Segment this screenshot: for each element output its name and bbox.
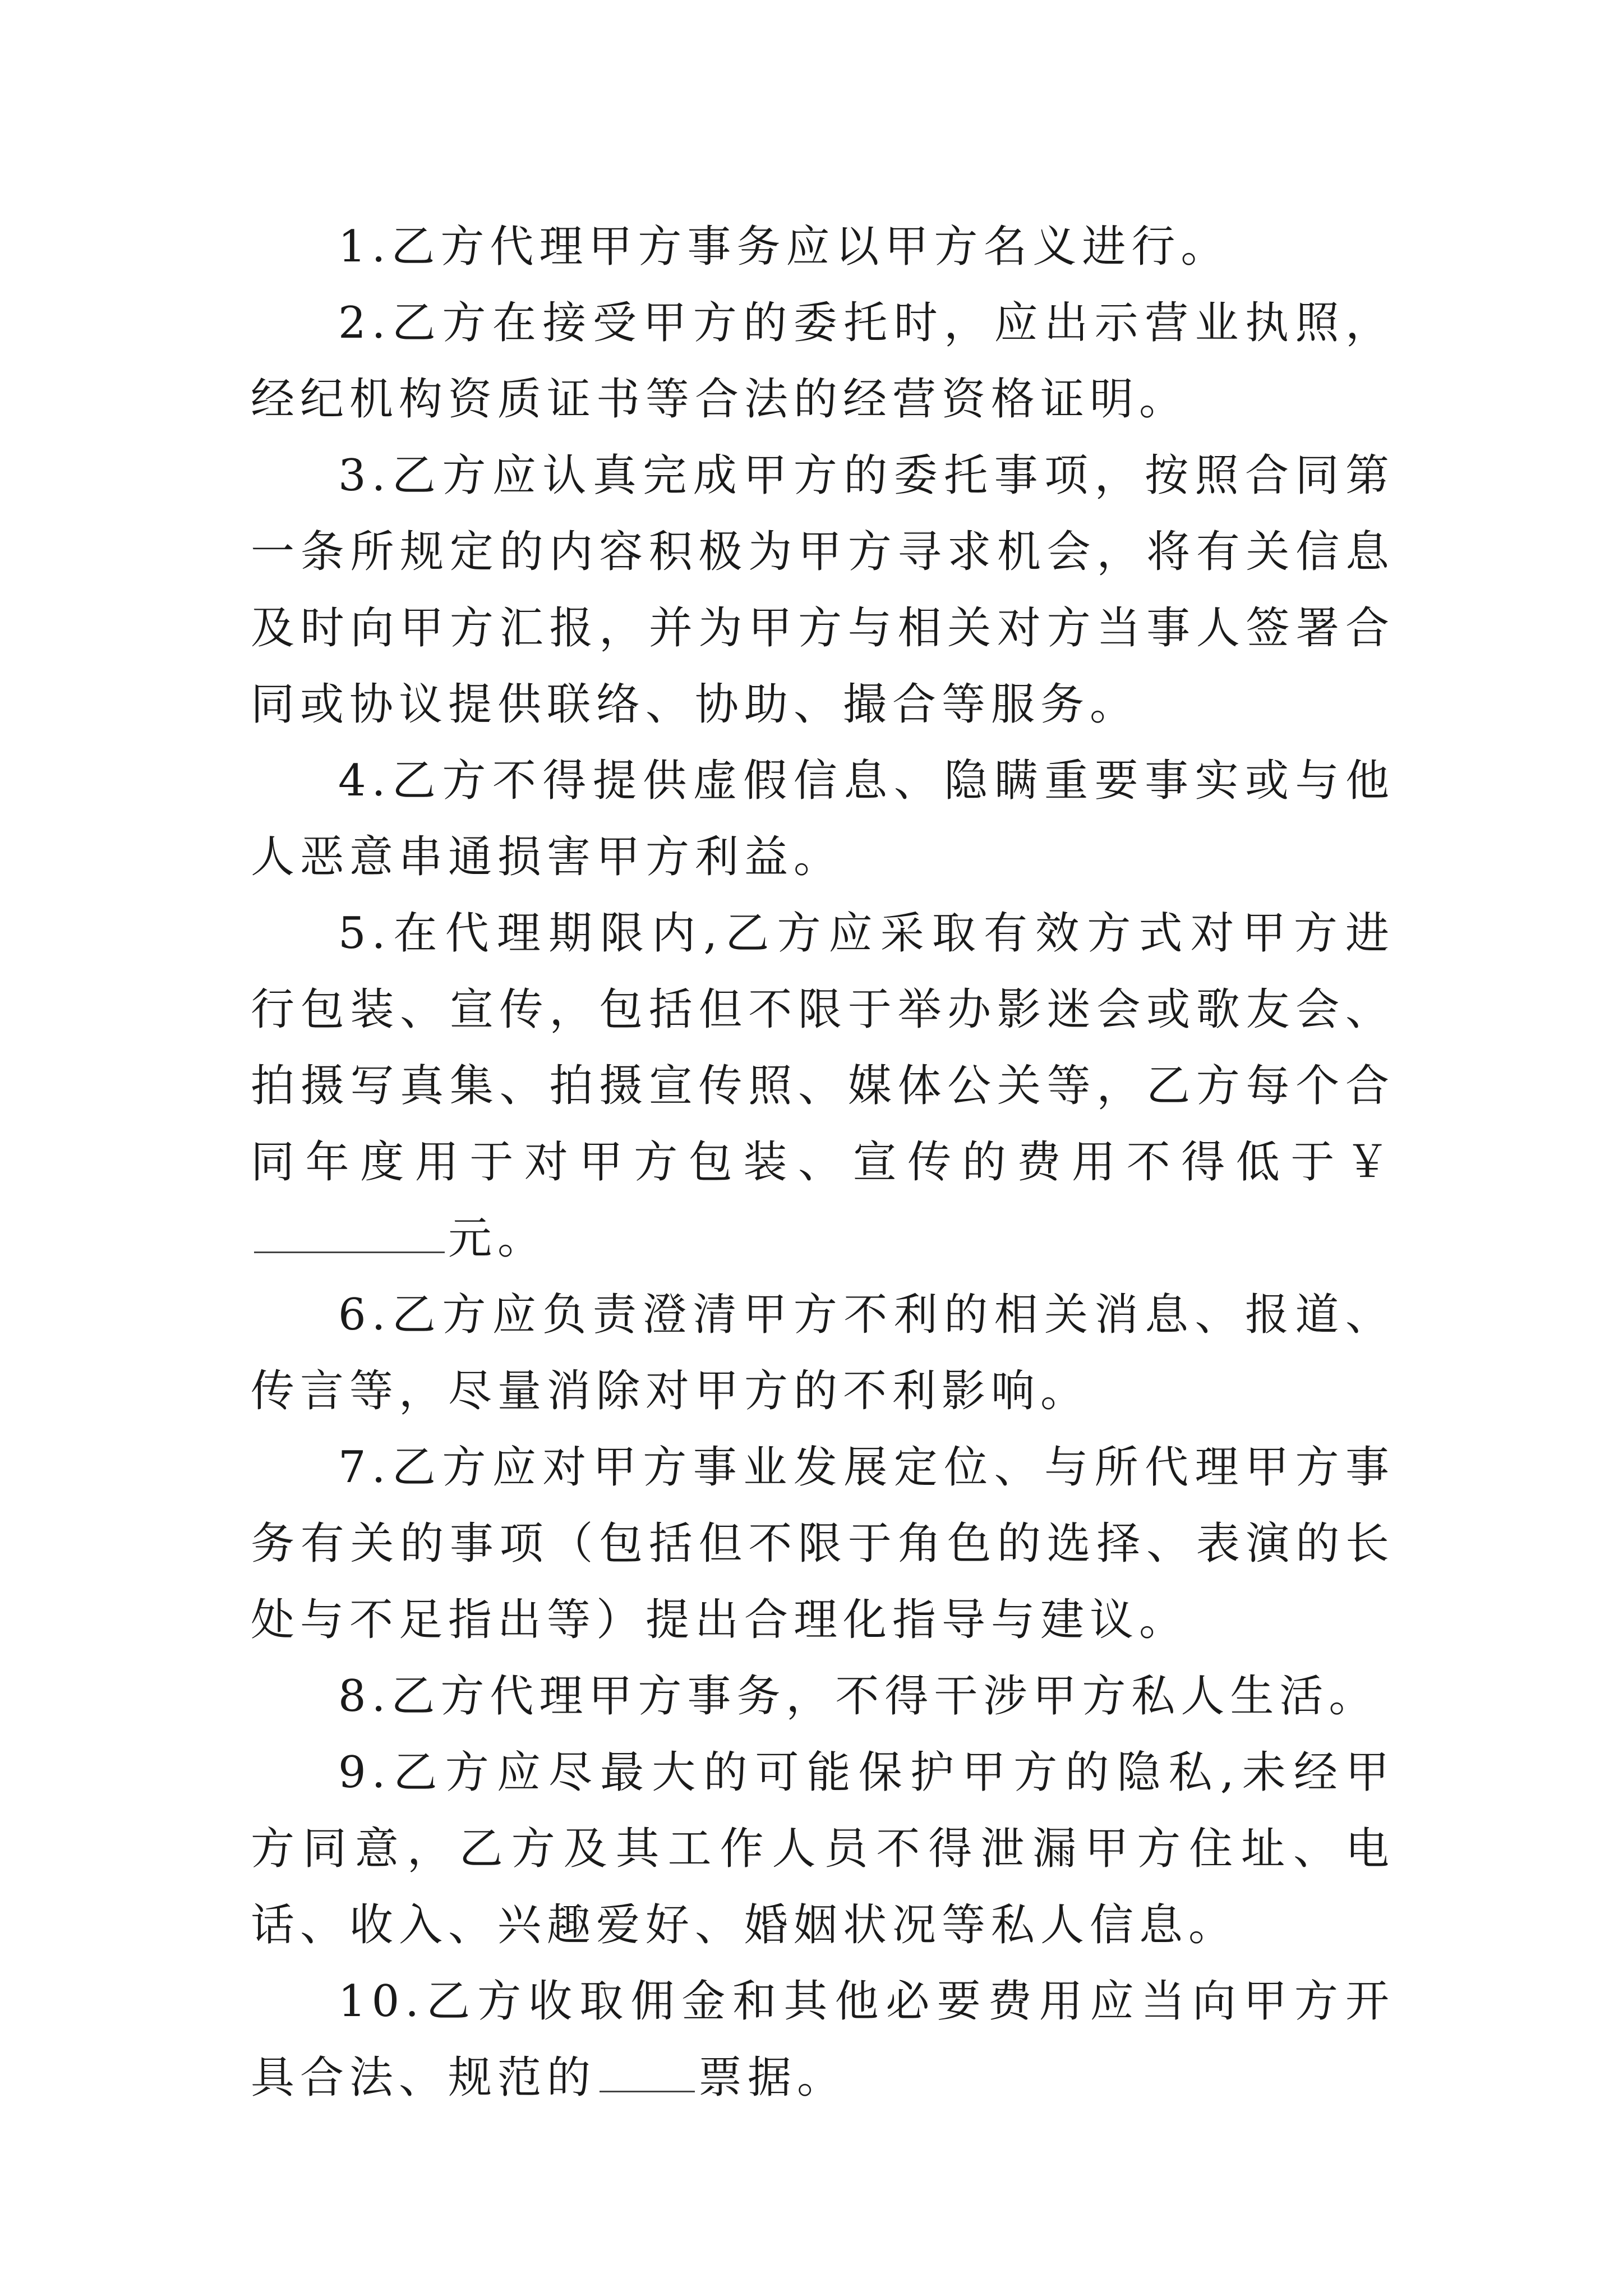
clause-10-ending: 票据。 — [698, 2053, 847, 2103]
clause-5-ending: 元。 — [448, 1213, 547, 1264]
clause-5 — [251, 895, 1395, 1277]
clause-10-text: 10.乙方收取佣金和其他必要费用应当向甲方开具合法、规范的 — [251, 1976, 1395, 2103]
clause-10 — [251, 1963, 1395, 2116]
clause-4: 4.乙方不得提供虚假信息、隐瞒重要事实或与他人恶意串通损害甲方利益。 — [251, 756, 1395, 882]
contract-clauses — [251, 209, 1395, 2116]
clause-5-text: 5.在代理期限内,乙方应采取有效方式对甲方进行包装、宣传，包括但不限于举办影迷会或歌友会、拍摄写真集、拍摄宣传照、媒体公关等，乙方每个合同年度用于对甲方包装、宣传的费用不得低于￥ — [251, 908, 1395, 1188]
clause-8: 8.乙方代理甲方事务，不得干涉甲方私人生活。 — [338, 1671, 1378, 1722]
clause-9: 9.乙方应尽最大的可能保护甲方的隐私,未经甲方同意，乙方及其工作人员不得泄漏甲方住址、电话、收入、兴趣爱好、婚姻状况等私人信息。 — [251, 1747, 1395, 1950]
clause-2: 2.乙方在接受甲方的委托时，应出示营业执照，经纪机构资质证书等合法的经营资格证明。 — [251, 298, 1395, 425]
receipt-type-blank — [600, 2051, 695, 2092]
clause-6: 6.乙方应负责澄清甲方不利的相关消息、报道、传言等，尽量消除对甲方的不利影响。 — [251, 1290, 1395, 1416]
clause-7: 7.乙方应对甲方事业发展定位、与所代理甲方事务有关的事项（包括但不限于角色的选择、表演的长处与不足指出等）提出合理化指导与建议。 — [251, 1442, 1395, 1645]
amount-blank — [254, 1212, 445, 1253]
clause-3: 3.乙方应认真完成甲方的委托事项，按照合同第一条所规定的内容积极为甲方寻求机会，将有关信息及时向甲方汇报，并为甲方与相关对方当事人签署合同或协议提供联络、协助、撮合等服务。 — [251, 450, 1395, 730]
clause-1: 1.乙方代理甲方事务应以甲方名义进行。 — [338, 222, 1230, 272]
